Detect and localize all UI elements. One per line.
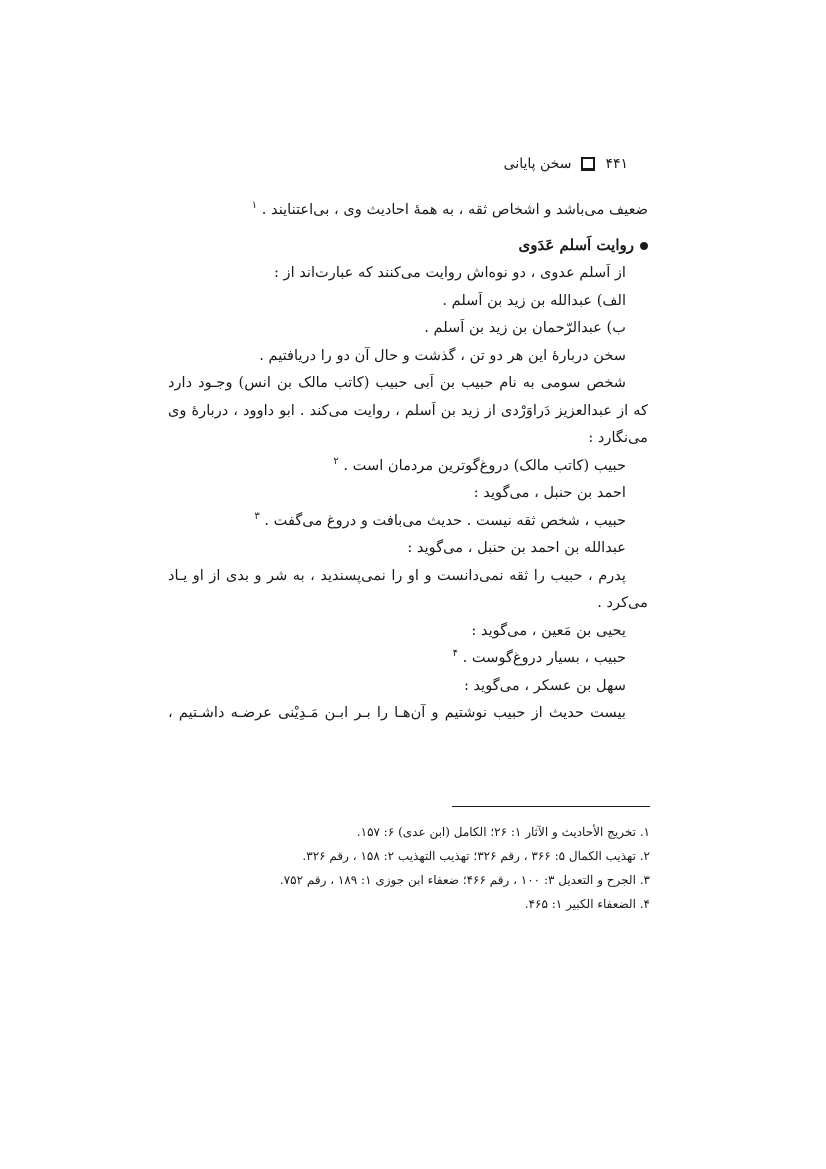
running-header: [168, 152, 628, 176]
quote-line: حبیب (کاتب مالک) دروغ‌گوترین مردمان است . $^۲$: [333, 455, 626, 474]
bullet-icon: [640, 242, 648, 250]
quote-line: حبیب ، شخص ثقه نیست . حدیث می‌بافت و دروغ می‌گفت . $^۳$: [254, 510, 626, 529]
paragraph-line: ب) عبدالرّحمان بن زید بن اَسلم .: [424, 319, 626, 336]
section-heading: روایت اَسلم عَدَوی: [168, 232, 648, 260]
quote-line: می‌کرد .: [597, 594, 648, 611]
paragraph-line: از اَسلم عدوی ، دو نوه‌اش روایت می‌کنند که عبارت‌اند از :: [273, 264, 626, 281]
footnote-ref: ۴: [452, 648, 458, 660]
footnote-item: ۴. الضعفاء الکبیر ۱: ۴۶۵.: [524, 897, 650, 911]
footnote-item: ۱. تخریج الأحادیث و الآثار ۱: ۲۶؛ الکامل (ابن عدی) ۶: ۱۵۷.: [356, 825, 650, 839]
paragraph-line: شخص سومی به نام حبیب بن اَبی حبیب (کاتب مالک بن انس) وجـود دارد: [168, 374, 626, 391]
footnote-ref: ۱: [251, 200, 258, 212]
footnote-divider: [452, 806, 650, 807]
page-number: ۴۴۱: [605, 156, 628, 172]
quote-line: بیست حدیث از حبیب نوشتیم و آن‌هـا را بـر ابـن مَـدِیْنی عرضـه داشـتیم ،: [168, 704, 626, 721]
paragraph-line: ضعیف می‌باشد و اشخاص ثقه ، به همهٔ احادیث وی ، بی‌اعتنایند . $^۱$: [251, 200, 648, 218]
paragraph-line: می‌نگارد :: [588, 429, 648, 446]
footnote-ref: ۳: [254, 510, 260, 522]
paragraph-line: که از عبدالعزیز دَراوَرْدی از زید بن اَسلم ، روایت می‌کند . ابو داوود ، دربارهٔ وی: [168, 401, 648, 419]
paragraph-line: سخن دربارهٔ این هر دو تن ، گذشت و حال آن دو را دریافتیم .: [259, 346, 626, 364]
paragraph-line: سهل بن عسکر ، می‌گوید :: [463, 676, 626, 694]
paragraph-line: احمد بن حنبل ، می‌گوید :: [473, 484, 626, 501]
footnote-item: ۳. الجرح و التعدیل ۳: ۱۰۰ ، رقم ۴۶۶؛ ضعفاء ابن جوزی ۱: ۱۸۹ ، رقم ۷۵۲.: [279, 873, 650, 887]
quote-line: پدرم ، حبیب را ثقه نمی‌دانست و او را نمی‌پسندید ، به شر و بدی از او یـاد: [168, 566, 626, 584]
paragraph-line: یحیی بن مَعین ، می‌گوید :: [471, 621, 626, 639]
paragraph-line: عبدالله بن احمد بن حنبل ، می‌گوید :: [407, 539, 626, 556]
square-ornament-icon: [581, 157, 595, 171]
paragraph-line: الف) عبدالله بن زید بن اَسلم .: [442, 291, 626, 309]
main-text: [168, 196, 648, 727]
section-title: سخن پایانی: [503, 156, 572, 172]
footnote-item: ۲. تهذیب الکمال ۵: ۳۶۶ ، رقم ۳۲۶؛ تهذیب التهذیب ۲: ۱۵۸ ، رقم ۳۲۶.: [302, 849, 650, 863]
footnote-ref: ۲: [333, 455, 339, 467]
footnotes: [168, 820, 650, 916]
quote-line: حبیب ، بسیار دروغ‌گوست . $^۴$: [452, 648, 626, 666]
